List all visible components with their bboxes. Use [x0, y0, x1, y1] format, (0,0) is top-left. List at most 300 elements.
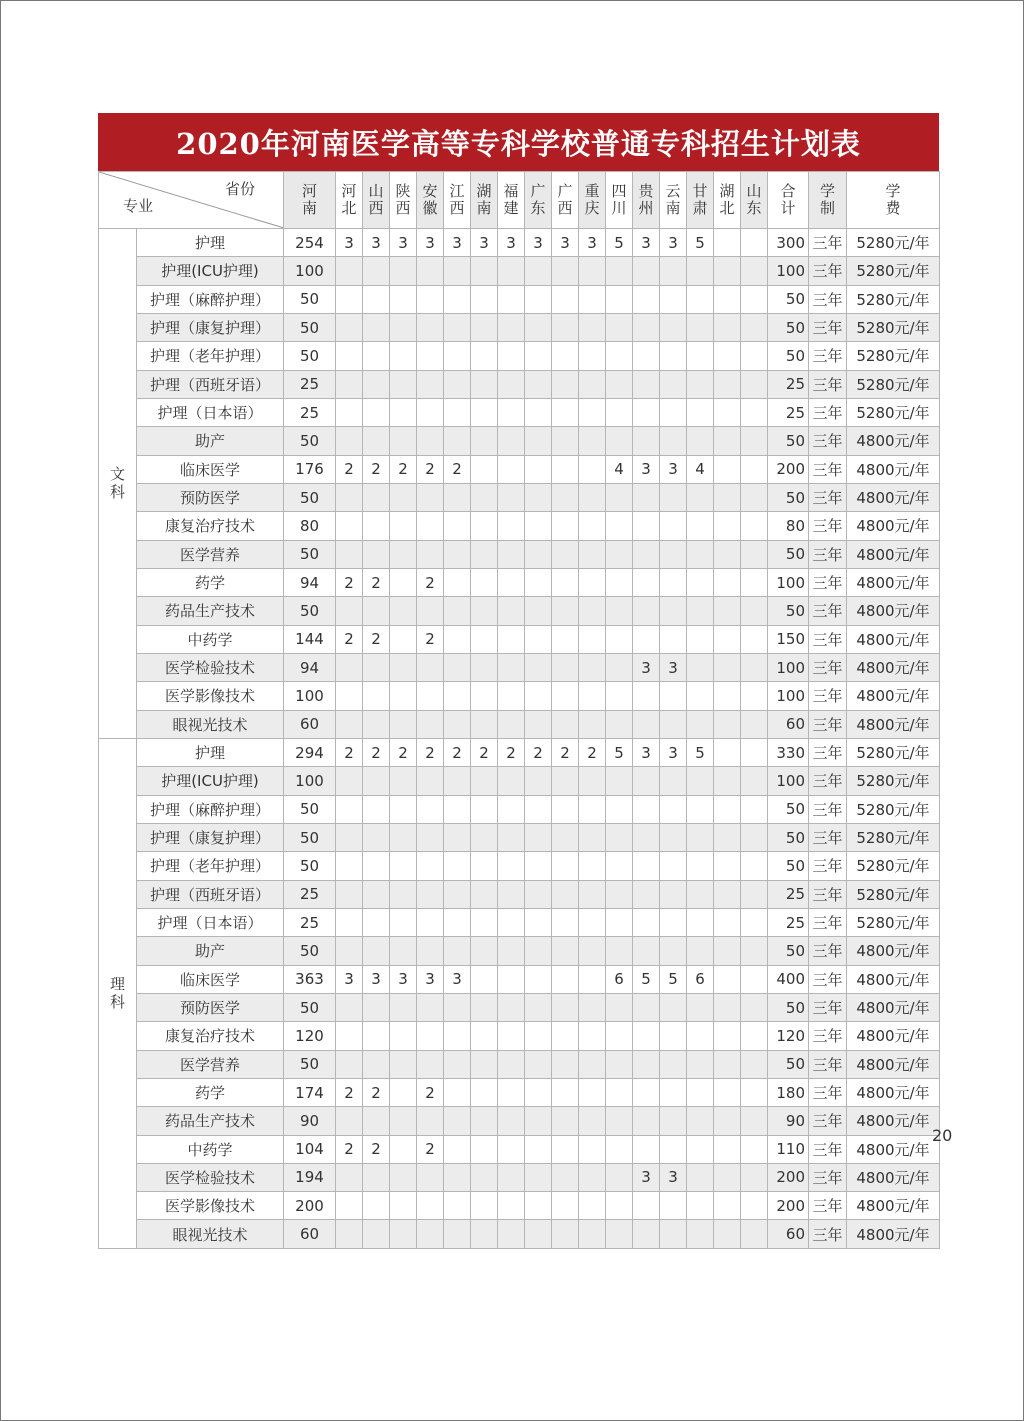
table-row — [99, 1163, 940, 1191]
province-cell — [336, 993, 363, 1021]
table-row — [99, 257, 940, 285]
fee-cell: 4800元/年 — [847, 512, 940, 540]
province-cell — [633, 625, 660, 653]
column-header-char: 四 — [611, 182, 627, 200]
column-header-char: 江 — [449, 182, 465, 200]
province-cell — [714, 597, 741, 625]
duration-cell: 三年 — [809, 398, 847, 426]
province-cell — [417, 1050, 444, 1078]
province-cell — [579, 908, 606, 936]
province-cell — [687, 285, 714, 313]
duration-cell: 三年 — [809, 597, 847, 625]
column-header-char: 南 — [476, 199, 492, 217]
province-cell — [525, 852, 552, 880]
table-row — [99, 1078, 940, 1106]
province-cell — [363, 682, 390, 710]
major-cell: 药品生产技术 — [137, 1107, 284, 1135]
henan-cell: 25 — [284, 398, 336, 426]
province-cell — [687, 710, 714, 738]
province-cell — [498, 512, 525, 540]
total-cell: 100 — [768, 653, 809, 681]
province-cell — [552, 427, 579, 455]
province-cell — [444, 313, 471, 341]
table-row — [99, 795, 940, 823]
province-cell — [687, 993, 714, 1021]
province-cell — [687, 795, 714, 823]
henan-cell: 50 — [284, 993, 336, 1021]
province-cell — [552, 370, 579, 398]
province-cell — [525, 1107, 552, 1135]
column-header-char: 西 — [449, 199, 465, 217]
province-cell — [633, 1220, 660, 1248]
province-cell: 3 — [633, 738, 660, 766]
henan-cell: 104 — [284, 1135, 336, 1163]
province-cell — [606, 908, 633, 936]
province-cell — [417, 398, 444, 426]
province-cell — [579, 483, 606, 511]
total-cell: 50 — [768, 342, 809, 370]
province-cell — [579, 937, 606, 965]
province-cell — [390, 257, 417, 285]
duration-cell: 三年 — [809, 738, 847, 766]
province-cell — [336, 483, 363, 511]
province-cell — [714, 1022, 741, 1050]
column-header — [687, 172, 714, 229]
province-cell: 6 — [606, 965, 633, 993]
table-row — [99, 483, 940, 511]
province-cell — [633, 398, 660, 426]
column-header — [525, 172, 552, 229]
province-cell — [687, 427, 714, 455]
province-cell — [552, 568, 579, 596]
henan-cell: 80 — [284, 512, 336, 540]
province-cell — [741, 1022, 768, 1050]
province-cell — [741, 512, 768, 540]
fee-cell: 4800元/年 — [847, 1078, 940, 1106]
province-cell — [714, 427, 741, 455]
henan-cell: 50 — [284, 342, 336, 370]
province-cell — [606, 1163, 633, 1191]
province-cell — [525, 823, 552, 851]
column-header — [336, 172, 363, 229]
province-cell — [687, 823, 714, 851]
province-cell — [714, 993, 741, 1021]
henan-cell: 100 — [284, 682, 336, 710]
fee-cell: 4800元/年 — [847, 1135, 940, 1163]
province-cell: 5 — [606, 738, 633, 766]
province-cell — [741, 823, 768, 851]
total-cell: 200 — [768, 1192, 809, 1220]
province-cell — [660, 937, 687, 965]
major-cell: 护理（老年护理） — [137, 342, 284, 370]
province-cell — [660, 767, 687, 795]
province-cell — [525, 965, 552, 993]
province-cell — [417, 1192, 444, 1220]
henan-cell: 90 — [284, 1107, 336, 1135]
column-header — [847, 172, 940, 229]
province-cell — [498, 1163, 525, 1191]
province-cell — [579, 1107, 606, 1135]
province-label: 省份 — [224, 180, 255, 198]
province-cell — [606, 937, 633, 965]
province-cell — [633, 1192, 660, 1220]
province-cell — [606, 568, 633, 596]
duration-cell: 三年 — [809, 993, 847, 1021]
province-cell — [633, 342, 660, 370]
province-cell — [741, 880, 768, 908]
province-cell — [579, 313, 606, 341]
major-cell: 眼视光技术 — [137, 710, 284, 738]
province-cell — [606, 1135, 633, 1163]
henan-cell: 94 — [284, 653, 336, 681]
province-cell — [714, 540, 741, 568]
category-char: 科 — [109, 993, 125, 1012]
province-cell: 2 — [552, 738, 579, 766]
province-cell — [444, 427, 471, 455]
province-cell — [444, 597, 471, 625]
table-row — [99, 398, 940, 426]
major-cell: 助产 — [137, 937, 284, 965]
major-cell: 医学营养 — [137, 1050, 284, 1078]
duration-cell: 三年 — [809, 342, 847, 370]
province-cell — [498, 597, 525, 625]
column-header — [390, 172, 417, 229]
enrollment-plan-table — [98, 171, 940, 1249]
province-cell — [390, 427, 417, 455]
column-header-char: 广 — [530, 182, 546, 200]
province-cell — [444, 398, 471, 426]
province-cell: 2 — [417, 568, 444, 596]
province-cell — [390, 597, 417, 625]
major-cell: 护理(ICU护理) — [137, 767, 284, 795]
column-header — [284, 172, 336, 229]
table-row — [99, 653, 940, 681]
province-cell — [741, 455, 768, 483]
province-cell — [336, 682, 363, 710]
province-cell — [579, 993, 606, 1021]
henan-cell: 60 — [284, 1220, 336, 1248]
major-cell: 医学检验技术 — [137, 1163, 284, 1191]
duration-cell: 三年 — [809, 285, 847, 313]
province-cell — [444, 342, 471, 370]
province-cell — [714, 1135, 741, 1163]
province-cell: 2 — [336, 455, 363, 483]
province-cell — [741, 313, 768, 341]
province-cell — [633, 908, 660, 936]
province-cell: 2 — [336, 1078, 363, 1106]
henan-cell: 50 — [284, 1050, 336, 1078]
fee-cell: 5280元/年 — [847, 738, 940, 766]
province-cell — [471, 568, 498, 596]
province-cell — [606, 993, 633, 1021]
province-cell — [336, 908, 363, 936]
province-cell — [336, 653, 363, 681]
total-cell: 300 — [768, 229, 809, 257]
province-cell — [579, 1135, 606, 1163]
province-cell — [417, 483, 444, 511]
province-cell — [606, 1050, 633, 1078]
province-cell — [525, 597, 552, 625]
column-header-char: 南 — [301, 199, 317, 217]
column-header-char: 山 — [368, 182, 384, 200]
province-cell — [363, 823, 390, 851]
province-cell — [714, 1050, 741, 1078]
province-cell — [579, 568, 606, 596]
province-cell — [606, 682, 633, 710]
henan-cell: 50 — [284, 852, 336, 880]
major-cell: 护理（康复护理） — [137, 823, 284, 851]
column-header-char: 建 — [503, 199, 519, 217]
province-cell — [741, 540, 768, 568]
province-cell — [498, 795, 525, 823]
province-cell — [390, 285, 417, 313]
province-cell — [552, 1192, 579, 1220]
province-cell — [606, 625, 633, 653]
province-cell — [633, 427, 660, 455]
province-cell — [714, 823, 741, 851]
province-cell — [390, 710, 417, 738]
province-cell — [687, 1220, 714, 1248]
henan-cell: 100 — [284, 767, 336, 795]
province-cell — [363, 880, 390, 908]
henan-cell: 200 — [284, 1192, 336, 1220]
henan-cell: 94 — [284, 568, 336, 596]
column-header-char: 安 — [422, 182, 438, 200]
henan-cell: 50 — [284, 313, 336, 341]
province-cell — [552, 1220, 579, 1248]
province-cell: 3 — [336, 965, 363, 993]
province-cell — [552, 512, 579, 540]
province-cell — [498, 993, 525, 1021]
province-cell — [714, 682, 741, 710]
province-cell — [714, 738, 741, 766]
province-cell: 2 — [471, 738, 498, 766]
province-cell — [390, 682, 417, 710]
province-cell — [390, 993, 417, 1021]
province-cell: 3 — [660, 653, 687, 681]
province-cell — [471, 852, 498, 880]
major-cell: 护理（西班牙语） — [137, 370, 284, 398]
province-cell — [336, 342, 363, 370]
province-cell — [741, 795, 768, 823]
column-header-char: 北 — [341, 199, 357, 217]
province-cell — [741, 682, 768, 710]
province-cell — [336, 512, 363, 540]
province-cell — [525, 427, 552, 455]
province-cell: 3 — [363, 229, 390, 257]
province-cell — [606, 313, 633, 341]
province-cell — [741, 710, 768, 738]
province-cell — [471, 880, 498, 908]
province-cell — [471, 342, 498, 370]
province-cell — [498, 370, 525, 398]
fee-cell: 5280元/年 — [847, 795, 940, 823]
province-cell — [687, 653, 714, 681]
province-cell — [552, 257, 579, 285]
province-cell — [471, 795, 498, 823]
province-cell — [687, 908, 714, 936]
total-cell: 50 — [768, 823, 809, 851]
column-header-char: 广 — [557, 182, 573, 200]
duration-cell: 三年 — [809, 682, 847, 710]
province-cell — [606, 795, 633, 823]
province-cell — [444, 1078, 471, 1106]
province-cell — [552, 285, 579, 313]
province-cell: 2 — [390, 455, 417, 483]
province-cell — [579, 1078, 606, 1106]
henan-cell: 50 — [284, 540, 336, 568]
province-cell — [336, 710, 363, 738]
henan-cell: 254 — [284, 229, 336, 257]
column-header-char: 贵 — [638, 182, 654, 200]
province-cell — [390, 1022, 417, 1050]
province-cell: 3 — [633, 455, 660, 483]
duration-cell: 三年 — [809, 767, 847, 795]
fee-cell: 5280元/年 — [847, 852, 940, 880]
province-cell — [552, 965, 579, 993]
total-cell: 400 — [768, 965, 809, 993]
province-cell — [525, 1078, 552, 1106]
province-cell — [552, 1163, 579, 1191]
province-cell — [714, 370, 741, 398]
province-cell — [606, 257, 633, 285]
province-cell: 2 — [336, 568, 363, 596]
province-cell — [498, 1192, 525, 1220]
total-cell: 330 — [768, 738, 809, 766]
fee-cell: 4800元/年 — [847, 993, 940, 1021]
province-cell — [741, 285, 768, 313]
province-cell — [471, 937, 498, 965]
province-cell — [633, 880, 660, 908]
province-cell — [579, 795, 606, 823]
province-cell — [606, 767, 633, 795]
province-cell — [390, 1163, 417, 1191]
province-cell: 3 — [471, 229, 498, 257]
henan-cell: 25 — [284, 370, 336, 398]
province-cell — [660, 823, 687, 851]
province-cell — [660, 1220, 687, 1248]
column-header-char: 合 — [780, 182, 796, 200]
province-cell — [579, 540, 606, 568]
province-cell — [687, 1078, 714, 1106]
duration-cell: 三年 — [809, 568, 847, 596]
province-cell — [390, 568, 417, 596]
province-cell — [471, 1220, 498, 1248]
fee-cell: 4800元/年 — [847, 427, 940, 455]
province-cell: 2 — [498, 738, 525, 766]
province-cell — [660, 625, 687, 653]
province-cell — [471, 823, 498, 851]
province-cell — [714, 710, 741, 738]
province-cell: 5 — [687, 738, 714, 766]
province-cell — [579, 710, 606, 738]
column-header — [660, 172, 687, 229]
henan-cell: 60 — [284, 710, 336, 738]
column-header-char: 重 — [584, 182, 600, 200]
province-cell — [390, 398, 417, 426]
province-cell — [552, 908, 579, 936]
table-row — [99, 767, 940, 795]
province-cell — [336, 398, 363, 426]
province-cell — [390, 1050, 417, 1078]
column-header-char: 费 — [885, 199, 901, 217]
table-row — [99, 1192, 940, 1220]
province-cell — [606, 852, 633, 880]
province-cell — [741, 767, 768, 795]
province-cell — [714, 767, 741, 795]
column-header-char: 河 — [301, 182, 317, 200]
province-cell — [390, 313, 417, 341]
province-cell — [444, 285, 471, 313]
henan-cell: 294 — [284, 738, 336, 766]
province-cell — [687, 852, 714, 880]
province-cell — [417, 313, 444, 341]
province-cell: 2 — [336, 1135, 363, 1163]
henan-cell: 50 — [284, 795, 336, 823]
province-cell — [444, 1163, 471, 1191]
province-cell — [417, 512, 444, 540]
province-cell: 3 — [552, 229, 579, 257]
fee-cell: 4800元/年 — [847, 568, 940, 596]
duration-cell: 三年 — [809, 965, 847, 993]
province-cell — [714, 483, 741, 511]
province-cell — [633, 597, 660, 625]
total-cell: 50 — [768, 937, 809, 965]
fee-cell: 4800元/年 — [847, 1050, 940, 1078]
province-cell — [633, 1050, 660, 1078]
province-cell: 3 — [444, 965, 471, 993]
province-cell — [579, 682, 606, 710]
category-cell — [99, 229, 137, 739]
duration-cell: 三年 — [809, 257, 847, 285]
province-cell — [633, 257, 660, 285]
fee-cell: 4800元/年 — [847, 625, 940, 653]
province-cell — [390, 370, 417, 398]
province-cell — [498, 313, 525, 341]
major-cell: 医学营养 — [137, 540, 284, 568]
province-cell — [471, 455, 498, 483]
province-cell: 2 — [444, 738, 471, 766]
province-cell — [633, 370, 660, 398]
province-cell — [606, 285, 633, 313]
province-cell — [714, 512, 741, 540]
province-cell — [417, 370, 444, 398]
province-cell — [687, 597, 714, 625]
province-cell — [741, 427, 768, 455]
major-cell: 预防医学 — [137, 993, 284, 1021]
table-row — [99, 342, 940, 370]
total-cell: 60 — [768, 710, 809, 738]
column-header — [471, 172, 498, 229]
province-cell — [471, 1163, 498, 1191]
province-cell — [525, 682, 552, 710]
province-cell — [633, 313, 660, 341]
province-cell — [687, 1163, 714, 1191]
province-cell — [417, 795, 444, 823]
province-cell — [579, 1192, 606, 1220]
duration-cell: 三年 — [809, 427, 847, 455]
column-header — [606, 172, 633, 229]
province-cell — [552, 313, 579, 341]
province-cell: 5 — [687, 229, 714, 257]
province-cell — [606, 1078, 633, 1106]
column-header-char: 庆 — [584, 199, 600, 217]
major-cell: 护理（日本语） — [137, 908, 284, 936]
table-row — [99, 823, 940, 851]
province-cell — [714, 342, 741, 370]
column-header-char: 南 — [665, 199, 681, 217]
province-cell: 2 — [390, 738, 417, 766]
